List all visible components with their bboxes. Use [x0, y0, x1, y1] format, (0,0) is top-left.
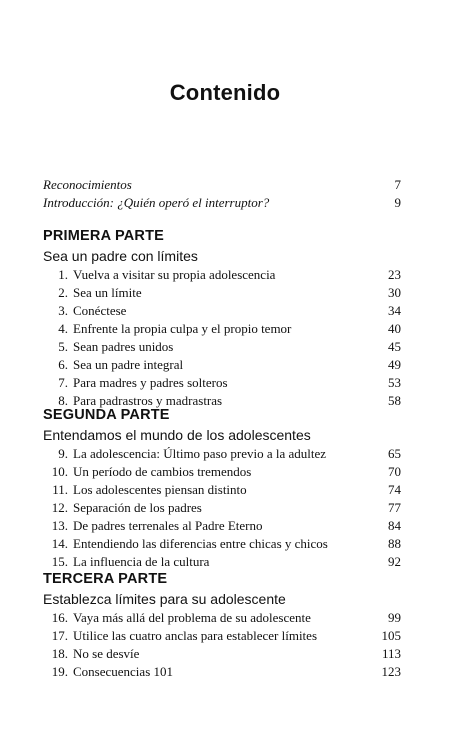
chapter-entry[interactable]	[43, 445, 401, 463]
part-label: PRIMERA PARTE	[43, 228, 165, 244]
chapter-title: Sean padres unidos	[73, 339, 174, 354]
chapter-entry[interactable]	[43, 302, 401, 320]
chapter-entry[interactable]	[43, 284, 401, 302]
chapter-list	[43, 609, 401, 681]
chapter-entry[interactable]	[43, 338, 401, 356]
chapter-title: Entendiendo las diferencias entre chicas y chicos	[73, 536, 328, 551]
chapter-title: Los adolescentes piensan distinto	[73, 482, 247, 497]
chapter-entry[interactable]	[43, 645, 401, 663]
chapter-number: 15.	[51, 554, 68, 569]
chapter-number: 6.	[58, 357, 68, 372]
chapter-title: Un período de cambios tremendos	[73, 464, 252, 479]
entry-title: Introducción: ¿Quién operó el interruptor?	[43, 195, 270, 210]
part-subtitle: Entendamos el mundo de los adolescentes	[43, 427, 311, 443]
chapter-entry[interactable]	[43, 499, 401, 517]
chapter-page-number: 84	[388, 518, 401, 533]
chapter-entry[interactable]	[43, 535, 401, 553]
chapter-page-number: 105	[381, 628, 401, 643]
toc-entry-introduction[interactable]	[43, 194, 401, 212]
part-one	[43, 226, 401, 410]
chapter-entry[interactable]	[43, 517, 401, 535]
chapter-page-number: 53	[388, 375, 401, 390]
chapter-page-number: 99	[388, 610, 401, 625]
chapter-title: Sea un padre integral	[73, 357, 184, 372]
chapter-title: Vaya más allá del problema de su adolescente	[73, 610, 311, 625]
chapter-page-number: 23	[388, 267, 401, 282]
part-label: SEGUNDA PARTE	[43, 407, 170, 423]
chapter-number: 12.	[51, 500, 68, 515]
chapter-page-number: 34	[388, 303, 401, 318]
chapter-title: Para madres y padres solteros	[73, 375, 228, 390]
chapter-title: Separación de los padres	[73, 500, 202, 515]
chapter-number: 4.	[58, 321, 68, 336]
chapter-page-number: 65	[388, 446, 401, 461]
chapter-page-number: 45	[388, 339, 401, 354]
toc-entry-acknowledgments[interactable]	[43, 176, 401, 194]
chapter-number: 5.	[58, 339, 68, 354]
chapter-entry[interactable]	[43, 463, 401, 481]
chapter-page-number: 40	[388, 321, 401, 336]
entry-title: Reconocimientos	[43, 177, 132, 192]
chapter-title: Consecuencias 101	[73, 664, 174, 679]
chapter-number: 9.	[58, 446, 68, 461]
chapter-page-number: 74	[388, 482, 401, 497]
chapter-number: 2.	[58, 285, 68, 300]
chapter-entry[interactable]	[43, 320, 401, 338]
chapter-title: Enfrente la propia culpa y el propio temor	[73, 321, 292, 336]
chapter-page-number: 92	[388, 554, 401, 569]
part-two	[43, 405, 401, 571]
chapter-entry[interactable]	[43, 356, 401, 374]
chapter-entry[interactable]	[43, 374, 401, 392]
chapter-number: 1.	[58, 267, 68, 282]
chapter-page-number: 30	[388, 285, 401, 300]
chapter-title: De padres terrenales al Padre Eterno	[73, 518, 263, 533]
chapter-number: 19.	[51, 664, 68, 679]
chapter-page-number: 123	[381, 664, 401, 679]
chapter-title: Vuelva a visitar su propia adolescencia	[73, 267, 276, 282]
chapter-page-number: 70	[388, 464, 401, 479]
chapter-page-number: 113	[381, 646, 401, 661]
chapter-page-number: 88	[388, 536, 401, 551]
chapter-number: 8.	[58, 393, 68, 408]
chapter-number: 7.	[58, 375, 68, 390]
front-matter-list	[43, 176, 401, 212]
chapter-entry[interactable]	[43, 627, 401, 645]
part-subtitle: Establezca límites para su adolescente	[43, 591, 286, 607]
part-subtitle: Sea un padre con límites	[43, 248, 198, 264]
chapter-title: No se desvíe	[73, 646, 140, 661]
chapter-title: Para padrastros y madrastras	[73, 393, 223, 408]
chapter-number: 3.	[58, 303, 68, 318]
chapter-title: Sea un límite	[73, 285, 142, 300]
chapter-entry[interactable]	[43, 609, 401, 627]
chapter-page-number: 49	[388, 357, 401, 372]
chapter-title: La adolescencia: Último paso previo a la adultez	[73, 446, 327, 461]
part-label: TERCERA PARTE	[43, 571, 168, 587]
chapter-number: 16.	[51, 610, 68, 625]
chapter-title: La influencia de la cultura	[73, 554, 210, 569]
chapter-number: 18.	[51, 646, 68, 661]
chapter-list	[43, 445, 401, 571]
chapter-entry[interactable]	[43, 481, 401, 499]
entry-page-number: 9	[394, 195, 401, 210]
chapter-page-number: 77	[388, 500, 401, 515]
chapter-title: Utilice las cuatro anclas para establecer límites	[73, 628, 317, 643]
chapter-list	[43, 266, 401, 410]
page-title: Contenido	[169, 80, 281, 105]
entry-page-number: 7	[394, 177, 401, 192]
chapter-entry[interactable]	[43, 266, 401, 284]
chapter-title: Conéctese	[73, 303, 127, 318]
chapter-number: 13.	[51, 518, 68, 533]
chapter-number: 14.	[51, 536, 68, 551]
chapter-number: 10.	[51, 464, 68, 479]
chapter-number: 11.	[52, 482, 68, 497]
chapter-number: 17.	[51, 628, 68, 643]
part-three	[43, 569, 401, 681]
chapter-entry[interactable]	[43, 663, 401, 681]
chapter-page-number: 58	[388, 393, 401, 408]
